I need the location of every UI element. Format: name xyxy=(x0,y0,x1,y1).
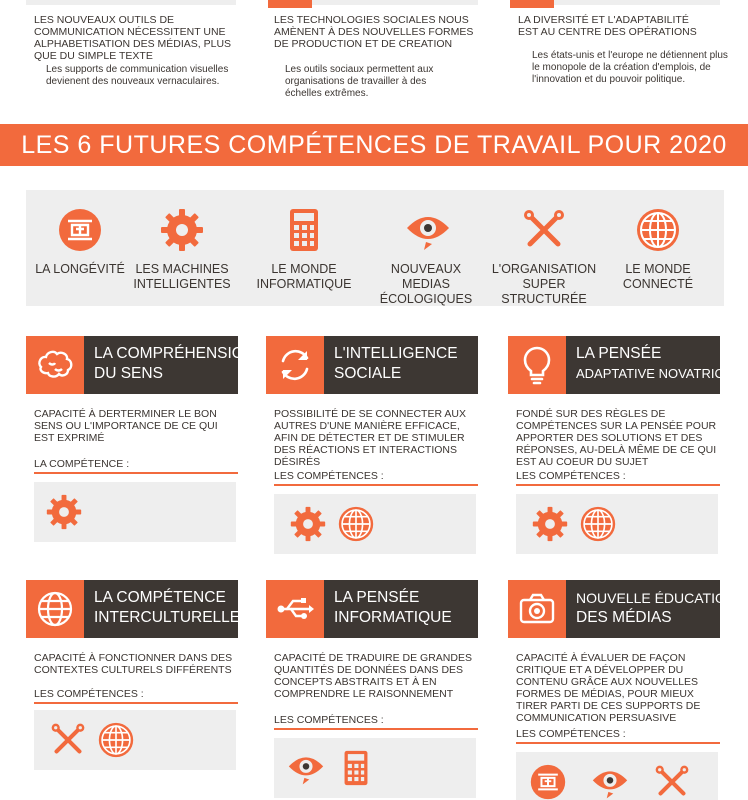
gear-icon xyxy=(160,208,204,252)
competence-box xyxy=(34,482,236,542)
eye-icon xyxy=(404,208,448,252)
card-title-line2: DES MÉDIAS xyxy=(576,609,672,626)
card-title-line2: ADAPTATIVE NOVATRICE xyxy=(576,366,733,381)
card-description: CAPACITÉ À DERTERMINER LE BON SENS OU L'IMPORTANCE DE CE QUI EST EXPRIMÉ xyxy=(34,408,218,444)
skill-new-media xyxy=(366,190,486,306)
globe-icon xyxy=(580,506,616,542)
skill-label: NOUVEAUX MEDIAS ÉCOLOGIQUES xyxy=(379,262,473,306)
skill-label: LE MONDE INFORMATIQUE xyxy=(256,262,352,291)
card-cross-cultural xyxy=(26,580,241,780)
banner-title: LES 6 FUTURES COMPÉTENCES DE TRAVAIL POUR 2020 xyxy=(21,131,727,159)
competence-box xyxy=(274,494,476,554)
card-description: POSSIBILITÉ DE SE CONNECTER AUX AUTRES D'UNE MANIÈRE EFFICACE, AFIN DE DÉTECTER ET DE STIMULER DES RÉACTIONS ET INTERACTIONS DÉSIRÉS xyxy=(274,408,466,468)
card-new-media-literacy xyxy=(508,580,736,800)
camera-icon xyxy=(508,580,566,638)
card-title-line1: LA PENSÉE xyxy=(576,345,662,362)
card-description: CAPACITÉ À FONCTIONNER DANS DES CONTEXTES CULTURELS DIFFÉRENTS xyxy=(34,652,233,676)
competence-label: LES COMPÉTENCES : xyxy=(516,728,626,740)
skills-panel xyxy=(26,190,724,306)
skill-intelligent-machines xyxy=(122,190,242,306)
card-description: CAPACITÉ DE TRADUIRE DE GRANDES QUANTITÉS DE DONNÉES DANS DES CONCEPTS ABSTRAITS ET À EN COMPRENDRE LE RAISONNEMENT xyxy=(274,652,472,700)
card-title-line1: NOUVELLE ÉDUCATION xyxy=(576,590,736,606)
divider xyxy=(516,742,720,744)
competence-box xyxy=(34,710,236,770)
top-tab-3 xyxy=(510,0,554,8)
section-banner xyxy=(0,124,748,166)
skill-connected-world xyxy=(598,190,718,306)
globe-icon xyxy=(26,580,84,638)
competence-label: LA COMPÉTENCE : xyxy=(34,458,130,470)
card-header xyxy=(84,580,241,638)
card-adaptive-thinking xyxy=(508,336,733,556)
top-column-3-title: LA DIVERSITÉ ET L'ADAPTABILITÉ EST AU CENTRE DES OPÉRATIONS xyxy=(518,14,697,38)
competence-label: LES COMPÉTENCES : xyxy=(274,714,384,726)
card-description: CAPACITÉ À ÉVALUER DE FAÇON CRITIQUE ET A DÉVELOPPER DU CONTENU GRÂCE AUX NOUVELLES FORMES DE MÉDIAS, POUR MIEUX TIRER PARTI DE CES SUPPORTS DE COMMUNICATION PERSUASIVE xyxy=(516,652,701,724)
card-title-line2: INTERCULTURELLE xyxy=(94,609,241,626)
skill-label: LA LONGÉVITÉ xyxy=(35,262,125,276)
card-title-line2: DU SENS xyxy=(94,365,163,382)
top-column-3-body: Les états-unis et l'europe ne détiennent plus le monopole de la création d'emplois, de l'innovation et du pouvoir politique. xyxy=(532,50,728,85)
competence-label: LES COMPÉTENCES : xyxy=(516,470,626,482)
skill-computing-world xyxy=(244,190,364,306)
top-rule-1 xyxy=(26,0,236,5)
card-header xyxy=(566,580,736,638)
tools-icon xyxy=(50,722,86,758)
gear-icon xyxy=(46,494,82,530)
eye-icon xyxy=(592,764,628,800)
card-sense-making xyxy=(26,336,256,536)
card-header xyxy=(84,336,256,394)
skill-label: LE MONDE CONNECTÉ xyxy=(622,262,694,291)
gear-icon xyxy=(532,506,568,542)
skill-label: L'ORGANISATION SUPER STRUCTURÉE xyxy=(491,262,597,306)
card-title-line1: L'INTELLIGENCE xyxy=(334,345,458,362)
globe-icon xyxy=(636,208,680,252)
tools-icon xyxy=(522,208,566,252)
card-description: FONDÉ SUR DES RÈGLES DE COMPÉTENCES SUR LA PENSÉE POUR APPORTER DES SOLUTIONS ET DES RÉPONSES, AU-DELÀ MÊME DE CE QUI EST AU COEUR DU SUJET xyxy=(516,408,717,468)
competence-label: LES COMPÉTENCES : xyxy=(34,688,144,700)
card-header xyxy=(324,336,478,394)
card-social-intelligence xyxy=(266,336,478,556)
divider xyxy=(274,484,478,486)
card-title-line1: LA COMPRÉHENSION xyxy=(94,345,256,362)
eye-icon xyxy=(288,750,324,786)
divider xyxy=(516,484,720,486)
competence-label: LES COMPÉTENCES : xyxy=(274,470,384,482)
calculator-icon xyxy=(282,208,326,252)
card-header xyxy=(324,580,478,638)
calculator-icon xyxy=(338,750,374,786)
card-title-line1: LA COMPÉTENCE xyxy=(94,589,226,606)
divider xyxy=(274,728,478,730)
longevity-icon xyxy=(530,764,566,800)
divider xyxy=(34,702,238,704)
refresh-icon xyxy=(266,336,324,394)
card-title-line2: SOCIALE xyxy=(334,365,402,382)
card-header xyxy=(566,336,733,394)
globe-icon xyxy=(98,722,134,758)
lightbulb-icon xyxy=(508,336,566,394)
card-computational-thinking xyxy=(266,580,478,800)
top-column-1-body: Les supports de communication visuelles devienent des nouveaux vernaculaires. xyxy=(46,64,229,87)
skill-structured-organisation xyxy=(484,190,604,306)
tools-icon xyxy=(654,764,690,800)
globe-icon xyxy=(338,506,374,542)
top-tab-2 xyxy=(268,0,312,8)
top-column-2-title: LES TECHNOLOGIES SOCIALES NOUS AMÈNENT À DES NOUVELLES FORMES DE PRODUCTION ET DE CREATION xyxy=(274,14,474,50)
competence-box xyxy=(516,752,718,800)
card-title-line1: LA PENSÉE xyxy=(334,589,420,606)
skill-label: LES MACHINES INTELLIGENTES xyxy=(133,262,231,291)
gear-icon xyxy=(290,506,326,542)
longevity-icon xyxy=(58,208,102,252)
competence-box xyxy=(274,738,476,798)
top-column-2-body: Les outils sociaux permettent aux organisations de travailler à des échelles extrêmes. xyxy=(285,64,434,99)
competence-box xyxy=(516,494,718,554)
card-title-line2: INFORMATIQUE xyxy=(334,609,452,626)
divider xyxy=(34,472,238,474)
brain-icon xyxy=(26,336,84,394)
top-column-1-title: LES NOUVEAUX OUTILS DE COMMUNICATION NÉCESSITENT UNE ALPHABETISATION DES MÉDIAS, PLUS QUE DU SIMPLE TEXTE xyxy=(34,14,232,62)
usb-icon xyxy=(266,580,324,638)
